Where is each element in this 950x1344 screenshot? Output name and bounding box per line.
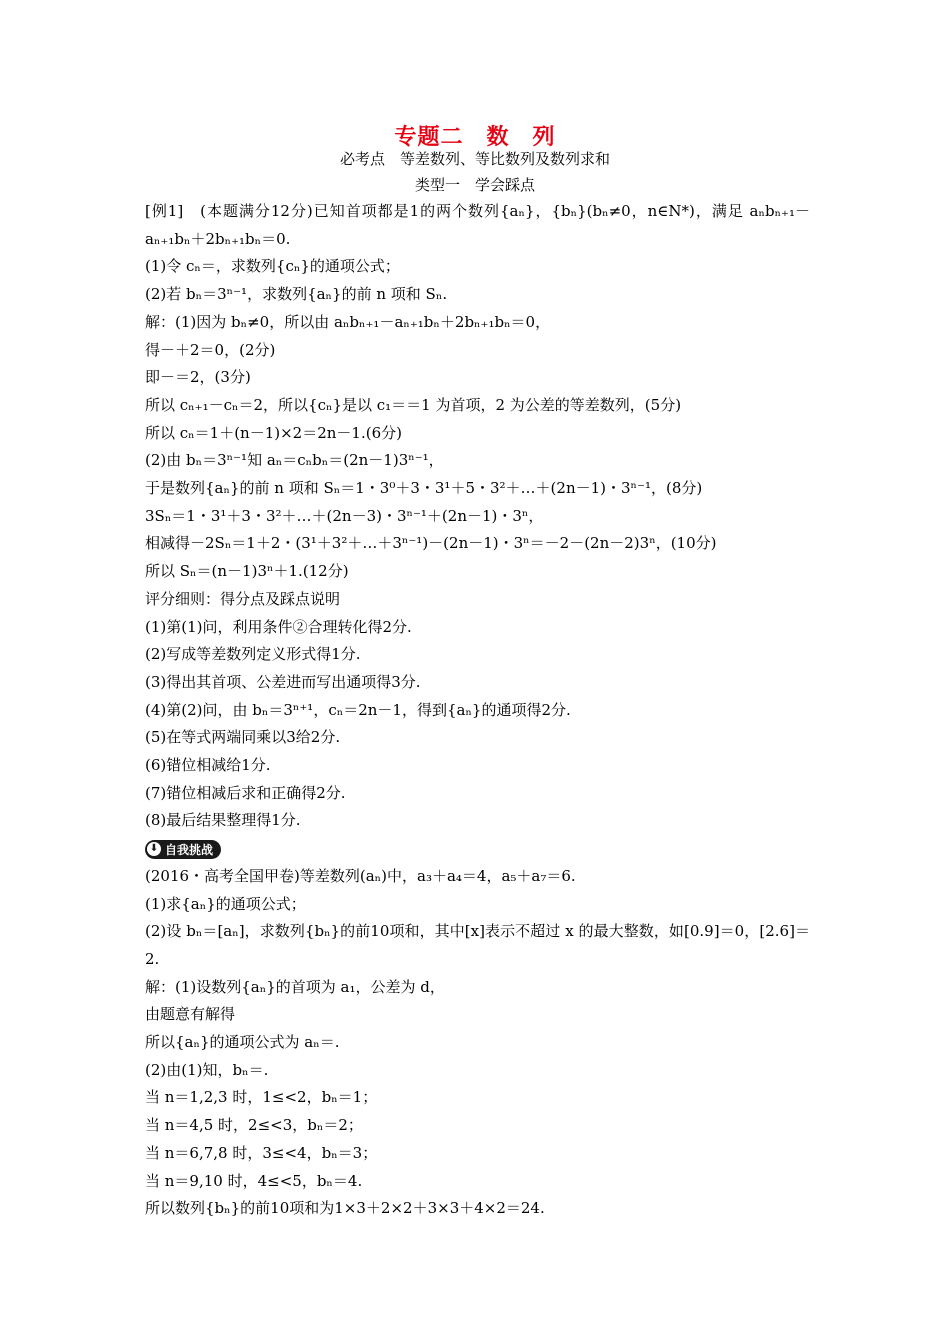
text-line: 所以{aₙ}的通项公式为 aₙ＝. (145, 1033, 340, 1052)
scoring-item: (7)错位相减后求和正确得2分. (145, 783, 346, 802)
text-line: 相减得－2Sₙ＝1＋2・(3¹＋3²＋…＋3ⁿ⁻¹)－(2n－1)・3ⁿ＝－2－(2n－2)3ⁿ，(10分) (145, 534, 717, 553)
text-line: 解：(1)因为 bₙ≠0，所以由 aₙbₙ₊₁－aₙ₊₁bₙ＋2bₙ₊₁bₙ＝0， (145, 312, 551, 331)
text-line: 由题意有解得 (145, 1005, 236, 1024)
text-line: 当 n＝6,7,8 时，3≤<4，bₙ＝3； (145, 1143, 378, 1162)
type-subtitle: 类型一 学会踩点 (414, 176, 535, 194)
text-line: (2)由(1)知，bₙ＝. (145, 1060, 269, 1079)
section-subtitle: 必考点 等差数列、等比数列及数列求和 (339, 150, 610, 168)
down-arrow-circle-icon: ⬇ (147, 842, 161, 856)
text-line: 解：(1)设数列{aₙ}的首项为 a₁，公差为 d， (145, 977, 445, 996)
text-line: 所以 cₙ＝1＋(n－1)×2＝2n－1.(6分) (145, 423, 402, 442)
text-line: (2)设 bₙ＝[aₙ]，求数列{bₙ}的前10项和，其中[x]表示不超过 x 的最大整数，如[0.9]＝0，[2.6]＝2. (145, 922, 810, 968)
scoring-item: (2)写成等差数列定义形式得1分. (145, 645, 361, 664)
badge-label: 自我挑战 (165, 842, 214, 857)
scoring-item: (4)第(2)问，由 bₙ＝3ⁿ⁺¹，cₙ＝2n－1，得到{aₙ}的通项得2分. (145, 700, 571, 719)
scoring-item: (5)在等式两端同乘以3给2分. (145, 728, 341, 747)
scoring-item: (8)最后结果整理得1分. (145, 811, 301, 830)
text-line: 当 n＝1,2,3 时，1≤<2，bₙ＝1； (145, 1088, 378, 1107)
document-body (145, 198, 810, 1223)
page-title: 专题二 数 列 (394, 125, 556, 150)
text-line: 于是数列{aₙ}的前 n 项和 Sₙ＝1・3⁰＋3・3¹＋5・3²＋…＋(2n－1)・3ⁿ⁻¹，(8分) (145, 479, 703, 498)
text-line: (1)令 cₙ＝，求数列{cₙ}的通项公式； (145, 257, 400, 276)
text-line: (2)由 bₙ＝3ⁿ⁻¹知 aₙ＝cₙbₙ＝(2n－1)3ⁿ⁻¹， (145, 451, 444, 470)
example-statement: [例1] (本题满分12分)已知首项都是1的两个数列{aₙ}，{bₙ}(bₙ≠0，n∈N*)，满足 aₙbₙ₊₁－aₙ₊₁bₙ＋2bₙ₊₁bₙ＝0. (145, 202, 810, 248)
text-line: (1)求{aₙ}的通项公式； (145, 894, 306, 913)
text-line: (2)若 bₙ＝3ⁿ⁻¹，求数列{aₙ}的前 n 项和 Sₙ. (145, 285, 448, 304)
text-line: 即－＝2，(3分) (145, 368, 251, 387)
text-line: 所以 Sₙ＝(n－1)3ⁿ＋1.(12分) (145, 562, 349, 581)
scoring-item: (1)第(1)问，利用条件②合理转化得2分. (145, 617, 412, 636)
scoring-item: (3)得出其首项、公差进而写出通项得3分. (145, 672, 421, 691)
text-line: 3Sₙ＝1・3¹＋3・3²＋…＋(2n－3)・3ⁿ⁻¹＋(2n－1)・3ⁿ， (145, 506, 544, 525)
scoring-item: (6)错位相减给1分. (145, 756, 271, 775)
text-line: 得－＋2＝0，(2分) (145, 340, 276, 359)
text-line: 所以 cₙ₊₁－cₙ＝2，所以{cₙ}是以 c₁＝＝1 为首项，2 为公差的等差数列，(5分) (145, 395, 682, 414)
text-line: 当 n＝9,10 时，4≤<5，bₙ＝4. (145, 1171, 363, 1190)
problem-statement: (2016・高考全国甲卷)等差数列(aₙ)中，a₃＋a₄＝4，a₅＋a₇＝6. (145, 866, 576, 885)
text-line: 所以数列{bₙ}的前10项和为1×3＋2×2＋3×3＋4×2＝24. (145, 1199, 545, 1218)
scoring-heading: 评分细则：得分点及踩点说明 (145, 589, 341, 608)
self-challenge-row (145, 835, 810, 863)
self-challenge-badge (145, 840, 221, 859)
text-line: 当 n＝4,5 时，2≤<3，bₙ＝2； (145, 1116, 363, 1135)
